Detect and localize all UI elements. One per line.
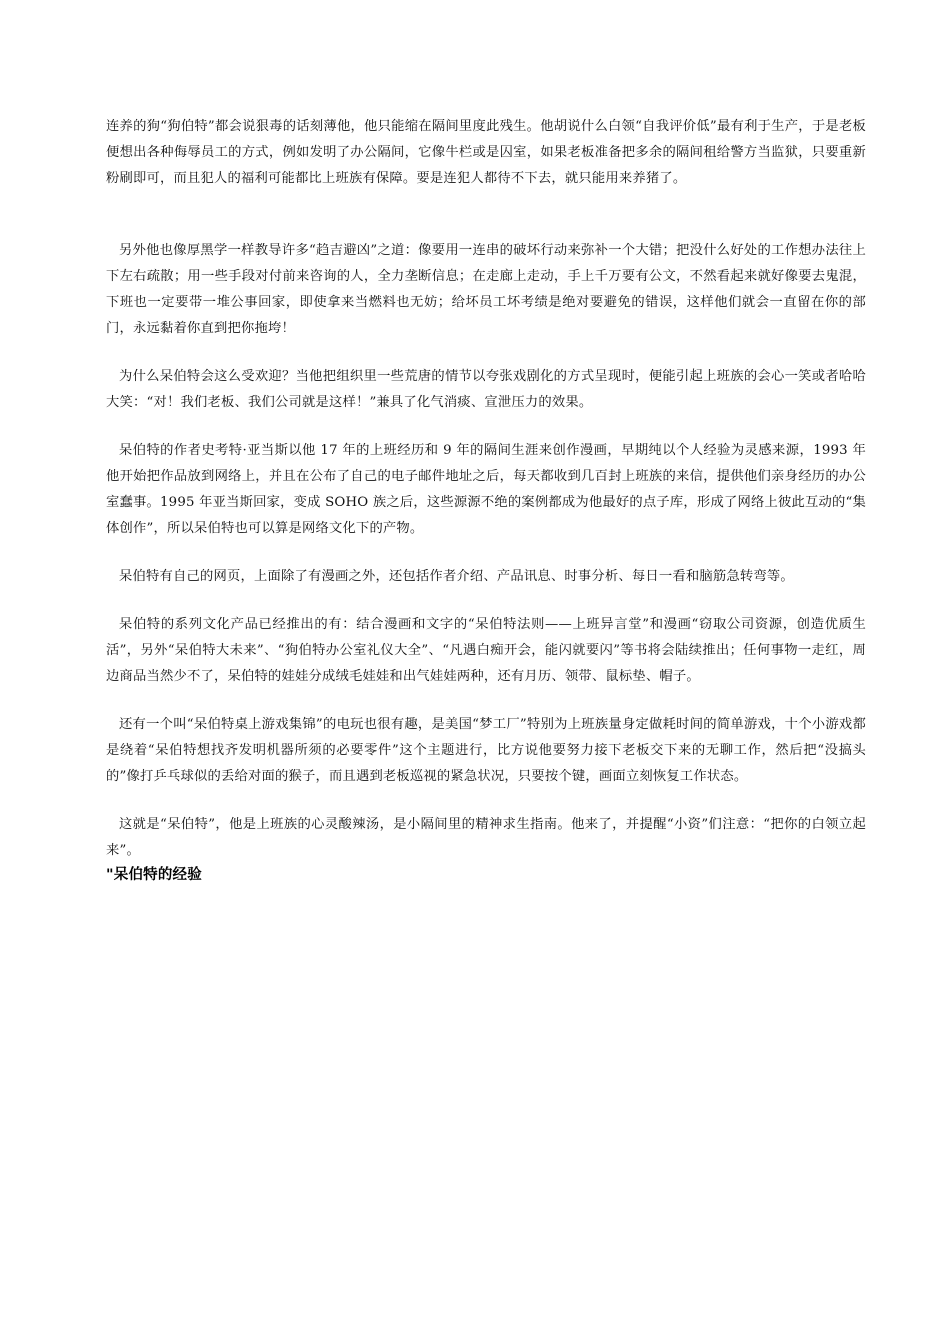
paragraph-conclusion: 这就是“呆伯特”，他是上班族的心灵酸辣汤，是小隔间里的精神求生指南。他来了，并提醒“小资”们注意：“把你的白领立起来”。 (106, 817, 866, 858)
paragraph-products: 呆伯特的系列文化产品已经推出的有：结合漫画和文字的“呆伯特法则——上班异言堂”和漫画“窃取公司资源，创造优质生活”，另外“呆伯特大未来”、“狗伯特办公室礼仪大全”、“凡遇白痴开会，能闪就要闪”等书将会陆续推出；任何事物一走红，周边商品当然少不了，呆伯特的娃娃分成绒毛娃娃和出气娃娃两种，还有月历、领带、鼠标垫、帽子。 (106, 617, 866, 684)
paragraph-author-history: 呆伯特的作者史考特·亚当斯以他 17 年的上班经历和 9 年的隔间生涯来创作漫画，早期纯以个人经验为灵感来源，1993 年他开始把作品放到网络上，并且在公布了自己的电子邮件地址之后，每天都收到几百封上班族的来信，提供他们亲身经历的办公室蠢事。1995 年亚当斯回家，变成 SOHO 族之后，这些源源不绝的案例都成为他最好的点子库，形成了网络上彼此互动的“集体创作”，所以呆伯特也可以算是网络文化下的产物。 (106, 443, 866, 536)
section-heading: "呆伯特的经验 (106, 867, 202, 883)
paragraph-video-game: 还有一个叫“呆伯特桌上游戏集锦”的电玩也很有趣，是美国“梦工厂”特别为上班族量身定做耗时间的简单游戏，十个小游戏都是绕着“呆伯特想找齐发明机器所须的必要零件”这个主题进行，比方说他要努力接下老板交下来的无聊工作，然后把“没搞头的”像打乒乓球似的丢给对面的猴子，而且遇到老板巡视的紧急状况，只要按个键，画面立刻恢复工作状态。 (106, 717, 866, 784)
paragraph-cubicle-life: 连养的狗“狗伯特”都会说狠毒的话刻薄他，他只能缩在隔间里度此残生。他胡说什么白领“自我评价低”最有利于生产，于是老板便想出各种侮辱员工的方式，例如发明了办公隔间，它像牛栏或是囚室，如果老板准备把多余的隔间租给警方当监狱，只要重新粉刷即可，而且犯人的福利可能都比上班族有保障。要是连犯人都待不下去，就只能用来养猪了。 (106, 119, 866, 186)
paragraph-survival-tips: 另外他也像厚黑学一样教导许多“趋吉避凶”之道：像要用一连串的破坏行动来弥补一个大错；把没什么好处的工作想办法往上下左右疏散；用一些手段对付前来咨询的人，全力垄断信息；在走廊上走动，手上千万要有公文，不然看起来就好像要去鬼混，下班也一定要带一堆公事回家，即使拿来当燃料也无妨；给坏员工坏考绩是绝对要避免的错误，这样他们就会一直留在你的部门，永远黏着你直到把你拖垮！ (106, 243, 866, 336)
paragraph-popularity: 为什么呆伯特会这么受欢迎？当他把组织里一些荒唐的情节以夸张戏剧化的方式呈现时，便能引起上班族的会心一笑或者哈哈大笑：“对！我们老板、我们公司就是这样！”兼具了化气消痰、宣泄压力的效果。 (106, 369, 866, 410)
document-body (106, 114, 866, 886)
paragraph-website: 呆伯特有自己的网页，上面除了有漫画之外，还包括作者介绍、产品讯息、时事分析、每日一看和脑筋急转弯等。 (119, 569, 794, 584)
